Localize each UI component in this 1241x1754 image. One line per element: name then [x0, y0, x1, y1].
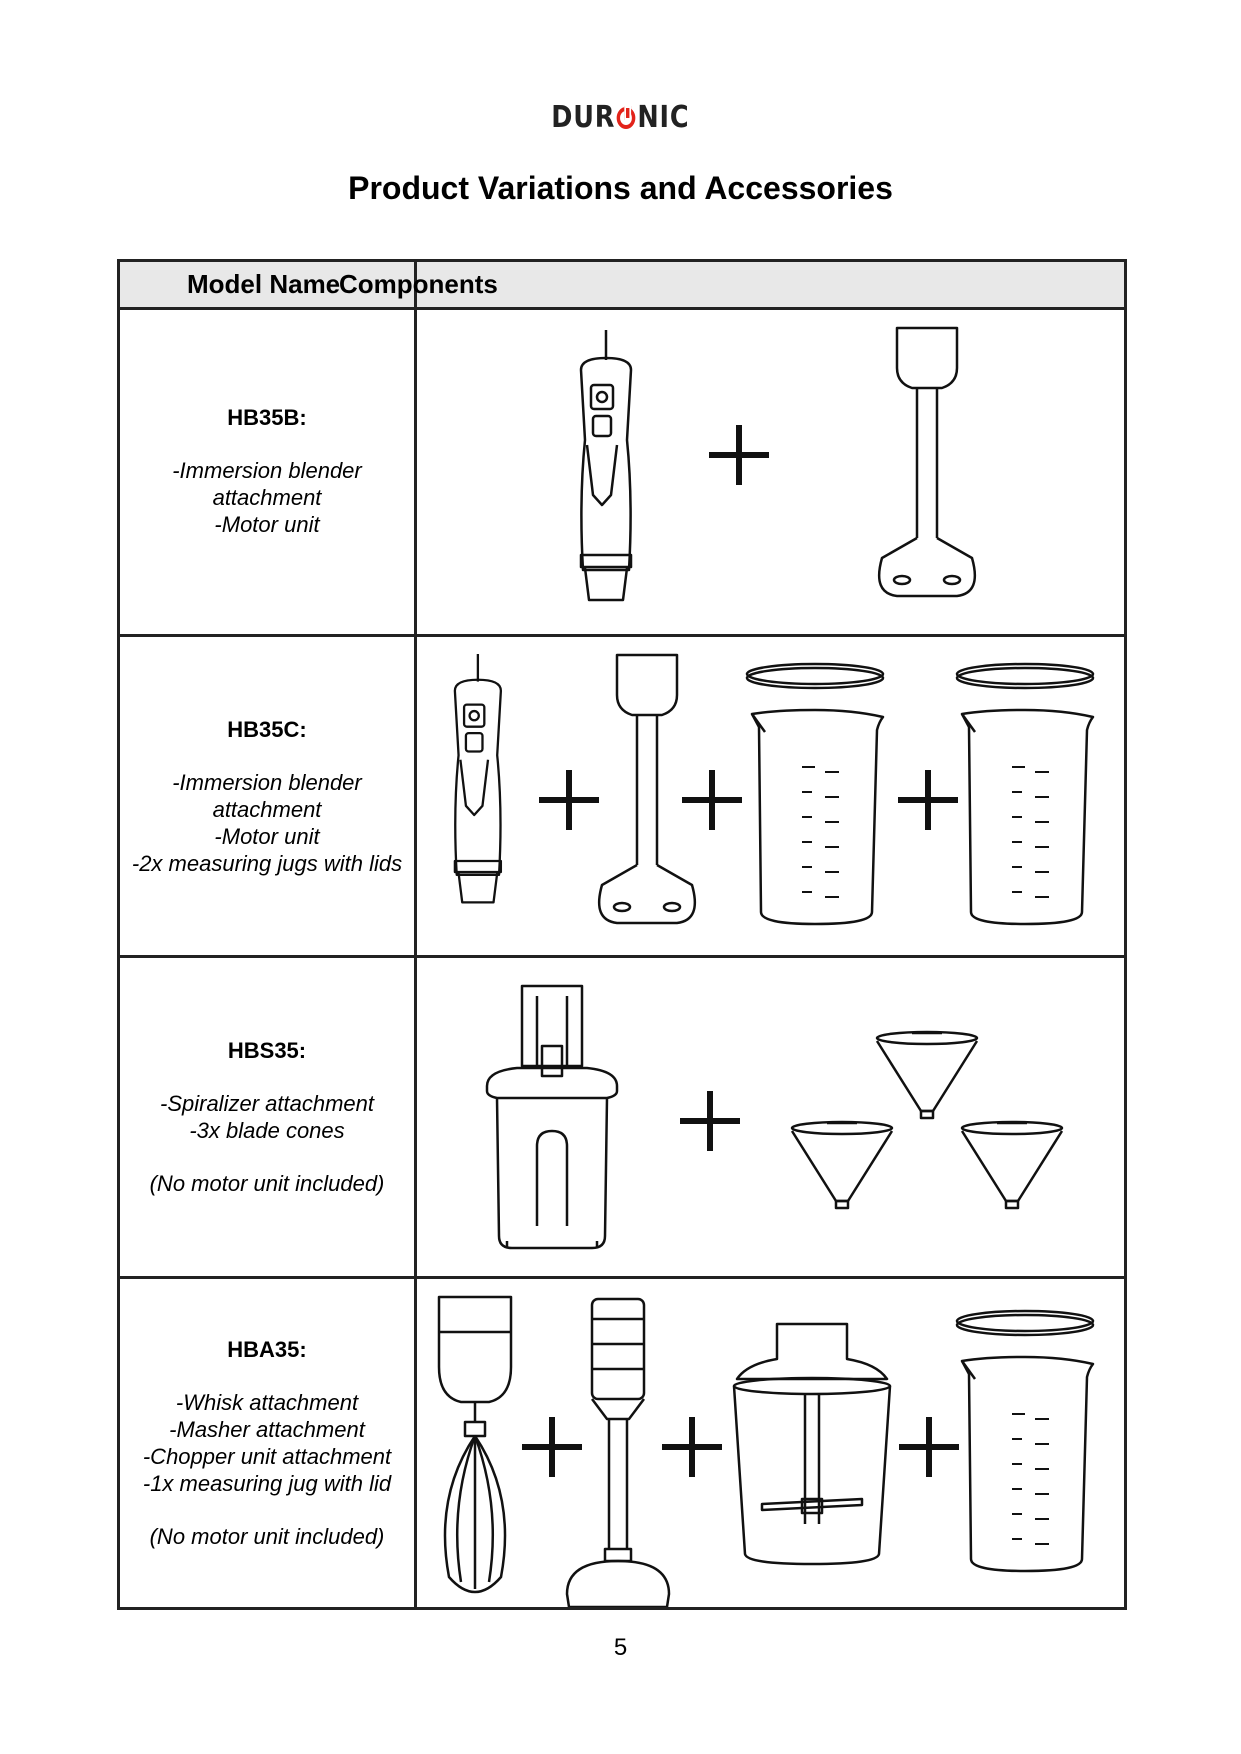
measuring-jug-illustration — [957, 664, 1093, 924]
brand-logo — [0, 100, 1241, 135]
illustration-cell — [416, 957, 1126, 1278]
illustration-cell — [416, 309, 1126, 636]
illustration-cell — [416, 636, 1126, 957]
plus-icon — [709, 425, 769, 485]
model-cell — [119, 636, 416, 957]
component-line: -Spiralizer attachment — [160, 1091, 374, 1117]
product-table — [117, 259, 1127, 1610]
component-line: -Whisk attachment — [175, 1389, 359, 1415]
page-number: 5 — [613, 1634, 628, 1661]
table-row — [119, 957, 1126, 1278]
note-line: (No motor unit included) — [149, 1523, 385, 1549]
plus-icon — [898, 770, 958, 830]
model-name: HB35C: — [227, 717, 307, 743]
motor-unit-illustration — [581, 330, 631, 600]
header-components: Components — [416, 261, 1126, 309]
blender-attachment-illustration — [599, 655, 695, 923]
logo-text-a: DUR — [551, 100, 616, 135]
plus-icon — [522, 1417, 582, 1477]
plus-icon — [899, 1417, 959, 1477]
blade-cone-illustration — [792, 1122, 892, 1208]
measuring-jug-illustration — [747, 664, 883, 924]
motor-unit-illustration — [455, 654, 501, 902]
logo-text-b: NIC — [637, 100, 690, 135]
blade-cone-illustration — [962, 1122, 1062, 1208]
component-line: -Chopper unit attachment — [142, 1443, 392, 1469]
model-name: HBS35: — [227, 1038, 307, 1064]
plus-icon — [662, 1417, 722, 1477]
page-title: Product Variations and Accessories — [348, 170, 893, 206]
component-line: -Motor unit — [214, 512, 320, 538]
whisk-attachment-illustration — [439, 1297, 511, 1592]
plus-icon — [539, 770, 599, 830]
plus-icon — [680, 1091, 740, 1151]
model-name: HB35B: — [227, 405, 307, 431]
component-line: -Motor unit — [214, 824, 320, 850]
model-name: HBA35: — [227, 1336, 307, 1362]
table-row — [119, 309, 1126, 636]
header-model-name: Model Name — [119, 261, 416, 309]
note-line: (No motor unit included) — [149, 1171, 385, 1197]
plus-icon — [682, 770, 742, 830]
masher-attachment-illustration — [567, 1299, 669, 1607]
table-row — [119, 636, 1126, 957]
component-line: -Masher attachment — [169, 1416, 365, 1442]
component-line: -Immersion blender attachment — [172, 458, 362, 511]
chopper-unit-illustration — [734, 1324, 890, 1564]
power-icon — [617, 107, 636, 129]
component-line: -2x measuring jugs with lids — [131, 851, 403, 877]
component-line: -1x measuring jug with lid — [142, 1470, 392, 1496]
model-cell — [119, 957, 416, 1278]
table-row — [119, 1277, 1126, 1608]
component-line: -Immersion blender attachment — [172, 770, 362, 823]
blade-cone-illustration — [877, 1032, 977, 1118]
spiralizer-attachment-illustration — [487, 986, 617, 1248]
illustration-cell — [416, 1277, 1126, 1608]
measuring-jug-illustration — [957, 1311, 1093, 1571]
blender-attachment-illustration — [879, 328, 975, 596]
component-line: -3x blade cones — [189, 1118, 345, 1144]
table-header-row — [119, 261, 1126, 309]
model-cell — [119, 1277, 416, 1608]
model-cell — [119, 309, 416, 636]
